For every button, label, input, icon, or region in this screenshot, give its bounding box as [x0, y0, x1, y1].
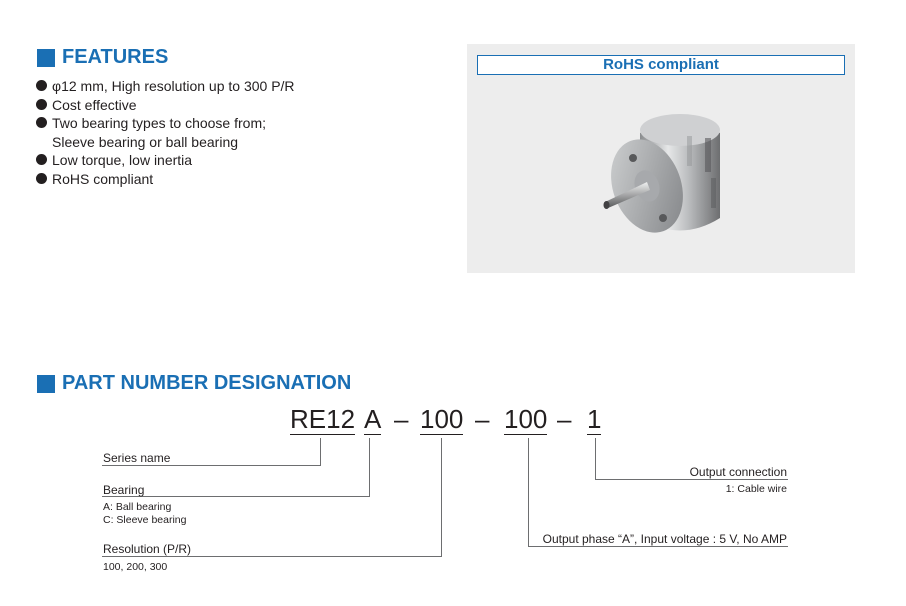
pn-dash: –	[557, 404, 572, 434]
connector-line	[595, 438, 596, 479]
feature-text: φ12 mm, High resolution up to 300 P/R	[52, 78, 295, 94]
connector-line	[595, 479, 788, 480]
pn-dash: –	[475, 404, 490, 434]
bearing-label: Bearing	[103, 483, 145, 497]
feature-item	[36, 170, 295, 189]
feature-list	[36, 77, 295, 188]
connector-line	[320, 438, 321, 465]
pn-resolution-code: 100	[420, 404, 464, 434]
feature-item	[36, 96, 295, 115]
resolution-label: Resolution (P/R)	[103, 542, 192, 556]
pn-series-code: RE12	[290, 404, 356, 434]
feature-item	[36, 114, 295, 133]
heading-square-icon	[37, 375, 55, 393]
resolution-option: 100, 200, 300	[103, 561, 168, 573]
output-connection-option: 1: Cable wire	[725, 483, 787, 495]
feature-item-continuation	[36, 133, 295, 152]
bullet-icon	[36, 80, 47, 91]
feature-text: Cost effective	[52, 96, 137, 113]
encoder-photo	[595, 108, 745, 268]
features-heading	[37, 46, 168, 69]
part-number-title: PART NUMBER DESIGNATION	[62, 372, 352, 394]
pn-bearing-code: A	[364, 404, 382, 434]
bullet-icon	[36, 173, 47, 184]
features-title: FEATURES	[62, 46, 169, 68]
rohs-compliant-label: RoHS compliant	[477, 55, 845, 75]
connector-line	[441, 438, 442, 556]
series-name-label: Series name	[103, 451, 171, 465]
feature-text: Sleeve bearing or ball bearing	[52, 133, 239, 150]
output-connection-label: Output connection	[689, 465, 787, 479]
output-phase-label: Output phase “A”, Input voltage : 5 V, No AMP	[542, 532, 787, 546]
bullet-icon	[36, 154, 47, 165]
pn-phase-code: 100	[504, 404, 548, 434]
connector-line	[528, 438, 529, 546]
feature-text: RoHS compliant	[52, 170, 154, 187]
bullet-icon	[36, 99, 47, 110]
feature-item	[36, 151, 295, 170]
feature-text: Low torque, low inertia	[52, 152, 193, 168]
heading-square-icon	[37, 49, 55, 67]
feature-item	[36, 77, 295, 96]
connector-line	[528, 546, 788, 547]
bearing-option: C: Sleeve bearing	[103, 514, 187, 526]
pn-connection-code: 1	[587, 404, 602, 434]
bearing-option: A: Ball bearing	[103, 501, 172, 513]
part-number-heading	[37, 372, 351, 395]
pn-dash: –	[394, 404, 409, 434]
connector-line	[102, 556, 442, 557]
feature-text: Two bearing types to choose from;	[52, 115, 266, 131]
connector-line	[102, 465, 321, 466]
connector-line	[369, 438, 370, 496]
bullet-icon	[36, 117, 47, 128]
product-photo-panel	[467, 44, 855, 273]
